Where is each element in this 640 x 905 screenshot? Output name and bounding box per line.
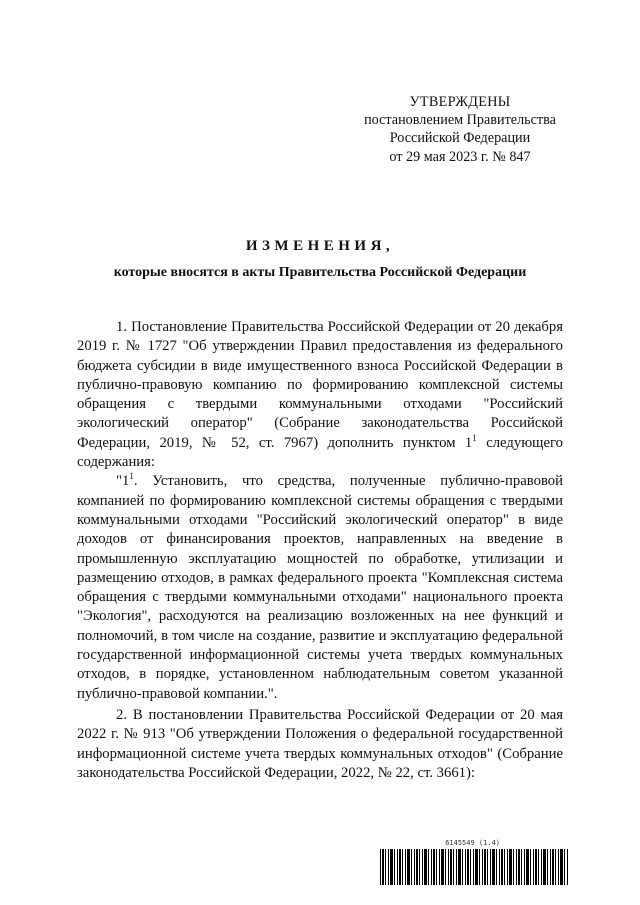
approval-line-3: от 29 мая 2023 г. № 847 (389, 148, 531, 165)
barcode-image (380, 849, 568, 885)
document-title: ИЗМЕНЕНИЯ, (245, 238, 395, 254)
barcode-number: 6145549 (1.4) (445, 839, 500, 847)
paragraph-1-quote (77, 472, 563, 704)
document-subtitle: которые вносятся в акты Правительства Российской Федерации (113, 265, 527, 280)
paragraph-1-tail: следующего содержания: (77, 434, 563, 471)
paragraph-1 (77, 318, 563, 472)
document-body (77, 318, 563, 783)
paragraph-1-text: 1. Постановление Правительства Российской Федерации от 20 декабря 2019 г. № 1727 "Об утверждении Правил предоставления из федерального бюджета субсидии в виде имущественного взноса Российской Федерации в публично-правовую компанию по формированию комплексной системы обращения с твердыми коммунальными отходами "Российский экологический оператор" (Собрание законодательства Российской Федерации, 2019, № 52, ст. 7967) дополнить пунктом 1 (77, 319, 563, 451)
approval-heading: УТВЕРЖДЕНЫ (409, 94, 511, 110)
barcode-block (380, 839, 568, 885)
quote-sup: 1 (129, 471, 134, 482)
paragraph-1-sup: 1 (472, 432, 477, 443)
approval-line-1: постановлением Правительства (364, 112, 556, 129)
paragraph-2: 2. В постановлении Правительства Российской Федерации от 20 мая 2022 г. № 913 "Об утверждении Положения о федеральной государственной информационной системе учета твердых коммунальных отходов" (Собрание законодательства Российской Федерации, 2022, № 22, ст. 3661): (77, 706, 563, 781)
approval-block (340, 93, 580, 166)
approval-line-2: Российской Федерации (389, 130, 531, 147)
quote-text: . Установить, что средства, полученные публично-правовой компанией по формированию комплексной системы обращения с твердыми коммунальными отходами "Российский экологический оператор" в виде доходов от финансирования проектов, направленных на введение в промышленную эксплуатацию мощностей по обработке, утилизации и размещению отходов, в рамках федерального проекта "Комплексная система обращения с твердыми коммунальными отходами" национального проекта "Экология", расходуются на реализацию возложенных на нее функций и полномочий, в том числе на создание, развитие и эксплуатацию федеральной государственной информационной системы учета твердых коммунальных отходов, в порядке, установленном наблюдательным советом указанной публично-правовой компании.". (77, 473, 563, 702)
quote-open: "1 (116, 473, 130, 490)
